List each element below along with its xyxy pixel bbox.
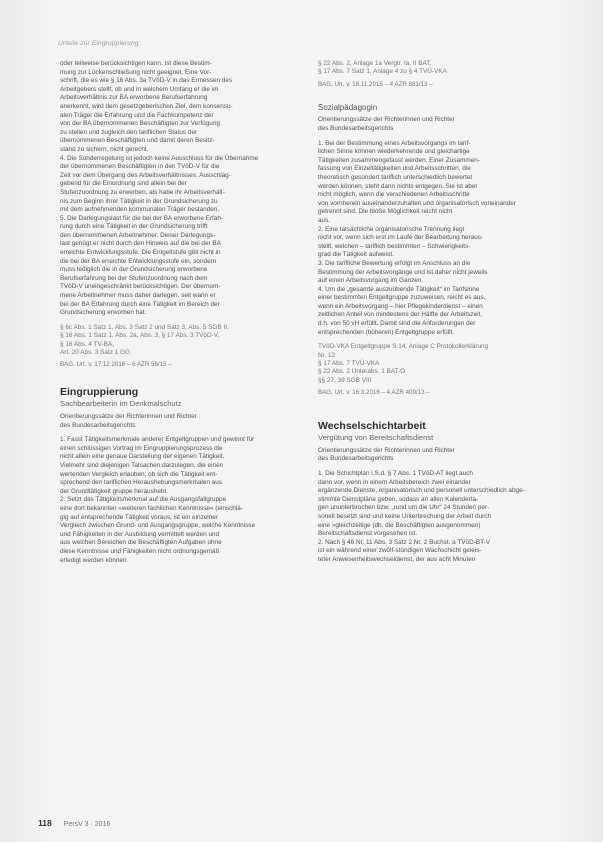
text-line: oder teilweise berücksichtigen kann. Ist diese Bestim- xyxy=(60,60,212,67)
text-line: zu stellen und zugleich den tariflichen Status der xyxy=(60,128,198,136)
section-body xyxy=(318,140,563,338)
text-line: gen ununterbrochen bzw. „rund um die Uhr“ 24 Stunden per- xyxy=(318,504,490,512)
section-title-eingruppierung: Eingruppierung xyxy=(60,386,139,399)
text-line: anerkennt, wird dem gesetzgeberischen Ziel, dem konsensu- xyxy=(60,102,233,110)
text-line: Bereitschaftsdienst vorgesehen ist. xyxy=(318,530,418,538)
reference-line: § 17 Abs. 7 Satz 1, Anlage 4 zu § 4 TVÜ-VKA xyxy=(318,68,447,76)
text-line: stand zu sichern, nicht gerecht. xyxy=(60,145,149,153)
text-line: gig auf entsprechende Tätigkeit voraus, ist ein einzelner xyxy=(60,513,218,521)
text-line: der übernommenen Beschäftigten in den TVöD-V für die xyxy=(60,163,220,171)
left-column xyxy=(60,60,305,565)
section-title-wechselschichtarbeit: Wechselschichtarbeit xyxy=(318,419,426,432)
reference-line: § 16 Abs. 1 Satz 1, Abs. 2a, Abs. 3, § 17 Abs. 3 TVöD-V, xyxy=(60,332,220,340)
text-line: eine dort bekannten »weiteren fachlichen Kenntnisse« (einschlä- xyxy=(60,504,243,512)
text-line: Stufenzuordnung zu erwerben, als habe ihr Arbeitsverhält- xyxy=(60,188,225,196)
text-line: erreichte Entwicklungsstufe. Die Entgeltstufe gibt nicht in xyxy=(60,249,221,257)
text-line: wertenden Vergleich erlauben, ob sich die Tätigkeit ent- xyxy=(60,470,218,478)
court-note xyxy=(318,447,563,464)
section-body xyxy=(60,436,305,565)
reference-line: § 22 Abs. 2 Unterabs. 1 BAT-O xyxy=(318,368,406,376)
reference-line: Art. 20 Abs. 3 Satz 1 GG xyxy=(60,349,130,357)
reference-line: TVöD-VKA Entgeltgruppe S 14, Anlage C Protokollerklärung xyxy=(318,343,489,351)
text-line: bei der BA Erfahrung durch eine Tätigkeit im Bereich der xyxy=(60,300,220,308)
text-line: nicht vor, wenn sich erst im Laufe der Bearbeitung heraus- xyxy=(318,234,484,242)
text-line: Tätigkeiten zusammengefasst werden. Einer Zusammen- xyxy=(318,156,480,164)
text-line: eine »gleichzeitige (dh. die Beschäftigten ausgenommen) xyxy=(318,521,481,529)
text-line: getrennt sind. Die bloße Möglichkeit reicht nicht xyxy=(318,208,453,216)
court-note xyxy=(318,116,563,133)
text-line: rung durch eine Tätigkeit in der Grundsicherung trifft xyxy=(60,223,208,231)
text-line: sonell besetzt sind und keine Unterbrechung der Arbeit durch xyxy=(318,513,492,521)
reference-line: Nr. 12 xyxy=(318,351,336,359)
text-line: 4. Um die „gesamte auszuübende Tätigkeit“ im Tarifsinne xyxy=(318,285,480,293)
text-line: nicht möglich, wenn die verschiedenen Arbeitsschritte xyxy=(318,191,470,199)
text-line: der Grundtätigkeit gruppe heraushebt. xyxy=(60,487,169,495)
text-line: gebend für die Einordnung sind allein bei der xyxy=(60,180,187,188)
text-line: mene Arbeitnehmer muss daher darlegen, seit wann er xyxy=(60,292,216,300)
text-line: 2. Nach § 46 Nr. 11 Abs. 3 Satz 2 Nr. 2 Buchst. a TVöD-BT-V xyxy=(318,538,491,546)
text-line: d.h. von 50 vH erfüllt. Damit sind die Anforderungen der xyxy=(318,320,476,328)
text-line: fassung von Einzeltätigkeiten und Arbeitsschritten, die xyxy=(318,165,471,173)
text-line: aus. xyxy=(318,216,331,224)
text-line: einer bestimmten Entgeltgruppe zuzuweisen, reicht es aus, xyxy=(318,294,486,302)
text-line: und Fähigkeiten in der Ausbildung vermittelt werden und xyxy=(60,530,220,538)
text-line: Zeit vor dem Übergang des Arbeitsverhältnisses. Ausschlag- xyxy=(60,171,231,179)
text-line: mit dem aufnehmenden kommunalen Träger bestanden. xyxy=(60,206,220,214)
text-line: Berufserfahrung bei der Stufenzuordnung nach dem xyxy=(60,274,208,282)
text-line: teter Anwesenheitswechseldienst, der aus acht Minuten xyxy=(318,556,476,563)
court-note xyxy=(60,413,305,430)
text-line: muss lediglich die in der Grundsicherung erworbene xyxy=(60,266,208,274)
court-line: Orientierungssätze der Richterinnen und Richter xyxy=(318,116,455,124)
court-line: des Bundesarbeitsgerichts xyxy=(318,455,394,463)
court-line: des Bundesarbeitsgerichts xyxy=(60,421,136,429)
text-line: diese Kenntnisse und Fähigkeiten nicht ordnungsgemäß xyxy=(60,547,220,555)
text-line: 1. Fasst Tätigkeitsmerkmale anderer Entgeltgruppen und gewinnt für xyxy=(60,436,255,444)
source-citation: BAG, Urt. v. 17.12.2016 – 6 AZR 56/15 – xyxy=(60,361,172,369)
text-line: theoretisch gesondert tariflich unterschiedlich bewertet xyxy=(318,173,473,181)
text-line: 2. Setzt das Tätigkeitsmerkmal auf die Ausgangsfallgruppe xyxy=(60,496,227,504)
statute-references xyxy=(60,324,305,358)
text-line: Arbeitgebers stellt, ob und in welchem Umfang er die im xyxy=(60,85,219,93)
text-line: Bestimmung der Arbeitsvorgänge und ist daher nicht jeweils xyxy=(318,268,488,276)
text-line: zeitlichen Anteil von mindestens der Hälfte der Arbeitszeit, xyxy=(318,311,483,319)
text-line: 5. Die Darlegungslast für die bei der BA erworbene Erfah- xyxy=(60,214,224,222)
text-line: 1. Bei der Bestimmung eines Arbeitsvorgangs im tarif- xyxy=(318,139,471,147)
text-line: dann vor, wenn in einem Arbeitsbereich zwei einander xyxy=(318,478,471,486)
text-line: den übernommenen Arbeitnehmer. Dieser Darlegungs- xyxy=(60,231,216,239)
intro-text xyxy=(60,60,305,318)
text-line: auf einen Arbeitsvorgang im Ganzen. xyxy=(318,277,424,285)
text-line: TVöD-V uneingeschränkt berücksichtigen. Der übernom- xyxy=(60,283,221,291)
journal-issue: PersV 3 · 2016 xyxy=(63,821,111,828)
text-line: von der BA übernommenen Beschäftigten zur Verfügung xyxy=(60,120,220,128)
text-line: 2. Eine tatsächliche organisatorische Trennung liegt xyxy=(318,225,465,233)
text-line: nis zum Beginn ihrer Tätigkeit in der Grundsicherung zu xyxy=(60,197,218,205)
page-number: 118 xyxy=(38,818,52,828)
court-line: Orientierungssätze der Richterinnen und Richter xyxy=(60,413,197,421)
text-line: Grundsicherung erworben hat. xyxy=(60,309,147,317)
running-header: Urteile zur Eingruppierung xyxy=(58,40,139,47)
reference-line: § 16 Abs. 4 TV-BA, xyxy=(60,340,114,348)
text-line: Vergleich zwischen Grund- und Ausgangsgruppe, welche Kenntnisse xyxy=(60,522,256,530)
court-line: Orientierungssätze der Richterinnen und Richter xyxy=(318,446,455,454)
text-line: ergänzende Dienste, organisatorisch und personell unterschiedlich abge- xyxy=(318,487,525,495)
text-line: lichen Sinne können wiederkehrende und gleichartige xyxy=(318,148,470,156)
source-citation-top: BAG, Urt. v. 18.11.2015 – 4 AZR 881/13 – xyxy=(318,80,433,88)
text-line: die bei der BA erreichte Entwicklungsstufe ein, sondern xyxy=(60,257,217,265)
text-line: mung zur Lückenschließung nicht geeignet. Eine Vor- xyxy=(60,68,212,76)
text-line: 4. Die Sonderregelung ist jedoch keine Ausschluss für die Übernahme xyxy=(60,154,259,162)
court-line: des Bundesarbeitsgerichts xyxy=(318,125,394,132)
reference-line: §§ 27, 39 SGB VIII xyxy=(318,376,372,384)
text-line: einen schlüssigen Vortrag im Eingruppierungsprozess die xyxy=(60,444,223,452)
text-line: werden können, steht dann nichts entgegen. Sie ist aber xyxy=(318,182,478,190)
text-line: wenn ein Arbeitsvorgang – hier Pflegekinderdienst – einen xyxy=(318,302,483,310)
text-line: Arbeitsverhältnis zur BA erworbene Berufserfahrung xyxy=(60,94,208,102)
section-subtitle: Vergütung von Bereitschaftsdienst xyxy=(318,432,434,442)
text-line: 1. Die Schichtplan i.S.d. § 7 Abs. 1 TVöD-AT liegt auch xyxy=(318,470,473,478)
text-line: nicht allein eine genaue Darstellung der eigenen Tätigkeit. xyxy=(60,453,225,461)
text-line: ist ein während einer zwölf-stündigen Wachschicht geleis- xyxy=(318,547,482,555)
text-line: entsprechenden (höheren) Entgeltgruppe erfüllt. xyxy=(318,328,455,336)
reference-line: § 17 Abs. 7 TVÜ-VKA xyxy=(318,360,380,368)
source-citation: BAG, Urt. v. 16.3.2016 – 4 AZR 409/13 – xyxy=(318,389,430,397)
right-column xyxy=(318,60,563,565)
statute-references-top xyxy=(318,60,563,77)
text-line: Vielmehr sind diejenigen Tatsachen darzulegen, die einen xyxy=(60,462,224,469)
text-line: grad die Tätigkeit aufweist. xyxy=(318,251,394,259)
text-line: 3. Die tarifliche Bewertung erfolgt im Anschluss an die xyxy=(318,259,471,267)
text-line: alen Träger die Erfahrung und die Fachkompetenz der xyxy=(60,111,214,119)
text-line: stellt, welchen – tariflich bestimmten – Schwierigkeits- xyxy=(318,242,471,250)
reference-line: § 6c Abs. 1 Satz 1, Abs. 3 Satz 2 und Satz 3, Abs. 5 SGB II, xyxy=(60,323,229,331)
text-line: übernommenen Beschäftigten und damit deren Besitz- xyxy=(60,137,215,145)
text-line: sprechend den tariflichen Heraushebungsmerkmalen aus xyxy=(60,479,222,487)
page-footer xyxy=(38,818,110,828)
statute-references xyxy=(318,343,563,385)
reference-line: § 22 Abs. 2, Anlage 1a Vergtr. Ia, II BAT, xyxy=(318,60,432,67)
text-line: schrift, die es wie § 16 Abs. 3a TVöD-V in das Ermessen des xyxy=(60,77,233,85)
text-line: von vornherein auseinanderzuhalten und organisatorisch voneinander xyxy=(318,199,516,207)
text-line: last genügt er nicht durch den Hinweis auf die bei der BA xyxy=(60,240,221,248)
text-line: erledigt werden können. xyxy=(60,556,129,564)
section-title-sozialpaedagogin: Sozialpädagogin xyxy=(318,103,378,113)
section-body xyxy=(318,470,563,565)
text-line: stimmte Dienstpläne geben, sodass an allen Kalenderta- xyxy=(318,495,479,503)
section-subtitle: Sachbearbeiterin im Denkmalschutz xyxy=(60,399,182,409)
text-line: aus welchen Bereichen die Beschäftigten Aufgaben ohne xyxy=(60,539,222,547)
